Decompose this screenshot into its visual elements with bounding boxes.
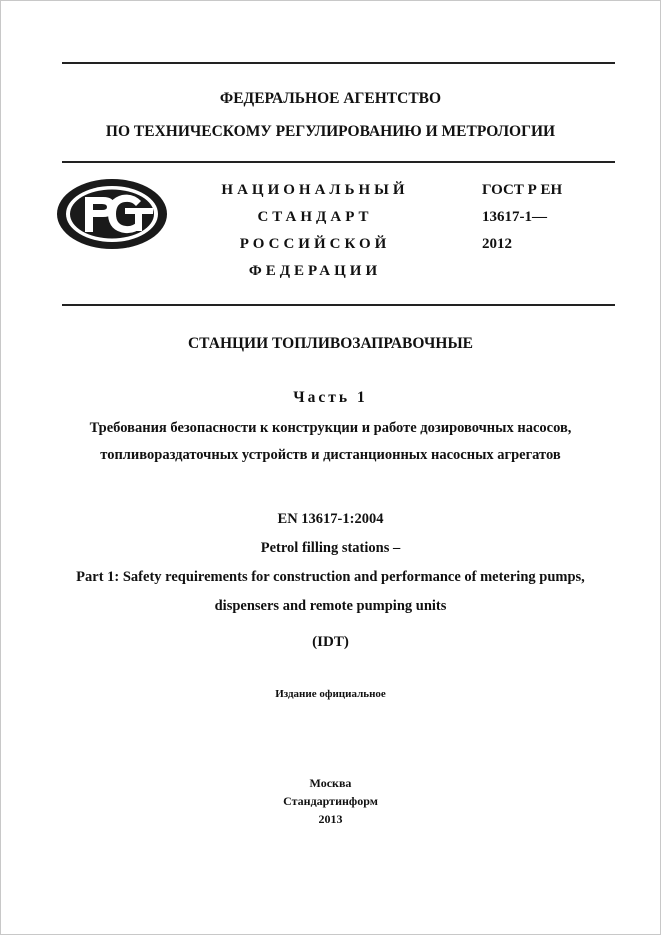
- imprint: [0, 774, 661, 828]
- designation-line-1: ГОСТ Р ЕН: [482, 182, 563, 198]
- idt-marker: (IDT): [312, 634, 349, 650]
- standard-type-line-2: СТАНДАРТ: [257, 209, 373, 225]
- en-title-line-2: Part 1: Safety requirements for construction and performance of metering pumps,: [76, 569, 585, 585]
- designation-line-3: 2012: [482, 236, 512, 252]
- standard-type: [190, 177, 440, 285]
- part-subtitle-line-1: Требования безопасности к конструкции и работе дозировочных насосов,: [89, 420, 572, 436]
- designation-line-2: 13617-1—: [482, 209, 547, 225]
- divider-header: [62, 161, 615, 163]
- official-edition: Издание официальное: [275, 688, 386, 700]
- part-label: Часть 1: [293, 389, 368, 406]
- agency-name: [0, 82, 661, 148]
- standard-designation: [482, 177, 612, 258]
- document-title: СТАНЦИИ ТОПЛИВОЗАПРАВОЧНЫЕ: [187, 335, 474, 352]
- standard-type-line-1: НАЦИОНАЛЬНЫЙ: [221, 182, 409, 198]
- en-reference: [0, 505, 661, 621]
- agency-line-2: ПО ТЕХНИЧЕСКОМУ РЕГУЛИРОВАНИЮ И МЕТРОЛОГИИ: [105, 123, 556, 140]
- divider-top: [62, 62, 615, 64]
- standard-type-line-3: РОССИЙСКОЙ: [239, 236, 391, 252]
- en-code: EN 13617-1:2004: [277, 511, 384, 527]
- divider-title: [62, 304, 615, 306]
- standard-type-line-4: ФЕДЕРАЦИИ: [248, 263, 382, 279]
- agency-line-1: ФЕДЕРАЛЬНОЕ АГЕНТСТВО: [219, 90, 442, 107]
- rst-logo-icon: [55, 177, 169, 251]
- part-subtitle: [0, 415, 661, 469]
- imprint-year: 2013: [318, 812, 343, 826]
- imprint-publisher: Стандартинформ: [283, 794, 378, 808]
- part-subtitle-line-2: топливораздаточных устройств и дистанционных насосных агрегатов: [100, 447, 561, 463]
- en-title-line-3: dispensers and remote pumping units: [214, 598, 447, 614]
- en-title-line-1: Petrol filling stations –: [260, 540, 401, 556]
- imprint-city: Москва: [309, 776, 352, 790]
